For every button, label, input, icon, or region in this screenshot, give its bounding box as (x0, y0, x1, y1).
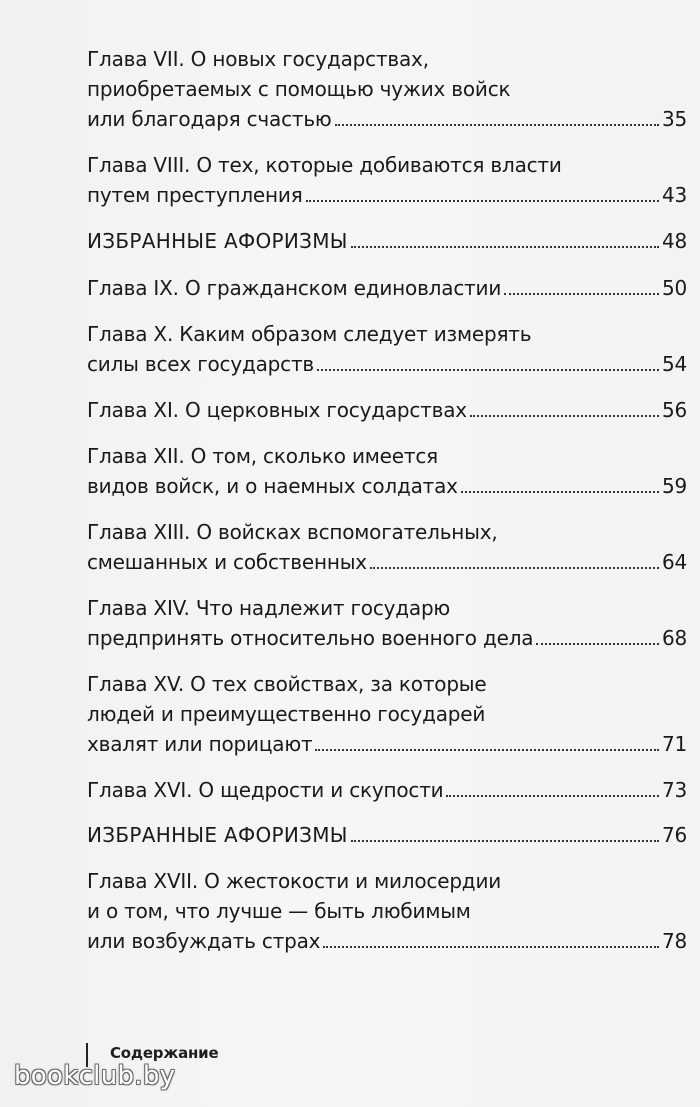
toc-entry[interactable] (87, 669, 687, 775)
toc-page-number: 35 (661, 107, 687, 131)
toc-page-number: 78 (661, 929, 687, 953)
toc-entry-aphorisms[interactable] (87, 226, 687, 273)
toc-entry-title-line: путем преступления (87, 183, 303, 207)
toc-entry-title-line: и о том, что лучше — быть любимым (87, 899, 471, 923)
toc-entry-title-line: приобретаемых с помощью чужих войск (87, 77, 511, 101)
dot-leader (470, 415, 659, 417)
toc-entry-aphorisms[interactable] (87, 820, 687, 866)
toc-entry-title-line: Глава XI. О церковных государствах (87, 398, 467, 422)
toc-page-number: 71 (661, 732, 687, 756)
toc-entry-title-line: Глава VII. О новых государствах, (87, 47, 429, 71)
toc-entry-title-line: ИЗБРАННЫЕ АФОРИЗМЫ (87, 823, 348, 847)
toc-entry[interactable] (87, 866, 687, 972)
toc-entry-title-line: или благодаря счастью (87, 107, 332, 131)
toc-page-number: 50 (661, 276, 687, 300)
toc-entry-title-line: людей и преимущественно государей (87, 702, 486, 726)
toc-page-number: 59 (661, 474, 687, 498)
toc-entry[interactable] (87, 395, 687, 441)
toc-entry-title-line: Глава XV. О тех свойствах, за которые (87, 672, 487, 696)
toc-entry[interactable] (87, 517, 687, 593)
toc-entry[interactable] (87, 593, 687, 669)
toc-page-number: 56 (661, 398, 687, 422)
toc-entry-title-line: видов войск, и о наемных солдатах (87, 474, 458, 498)
toc-entry-title-line: хвалят или порицают (87, 732, 313, 756)
dot-leader (315, 749, 659, 751)
toc-entry[interactable] (87, 150, 687, 226)
toc-page-number: 54 (661, 352, 687, 376)
toc-entry-title-line: Глава XVI. О щедрости и скупости (87, 778, 444, 802)
toc-page-number: 48 (661, 229, 687, 253)
toc-entry-title-line: смешанных и собственных (87, 550, 367, 574)
toc-entry[interactable] (87, 273, 687, 319)
dot-leader (317, 369, 659, 371)
toc-entry[interactable] (87, 44, 687, 150)
dot-leader (351, 246, 659, 248)
toc-entry[interactable] (87, 775, 687, 820)
toc-entry-title-line: ИЗБРАННЫЕ АФОРИЗМЫ (87, 229, 348, 253)
toc-page-number: 76 (661, 823, 687, 847)
dot-leader (446, 795, 658, 797)
dot-leader (351, 840, 659, 842)
toc-entry-title-line: Глава XIII. О войсках вспомогательных, (87, 520, 498, 544)
dot-leader (504, 293, 659, 295)
toc-entry-title-line: предпринять относительно военного дела (87, 626, 534, 650)
toc-entry-title-line: или возбуждать страх (87, 929, 321, 953)
table-of-contents (87, 44, 687, 972)
toc-entry-title-line: Глава XII. О том, сколько имеется (87, 444, 438, 468)
dot-leader (370, 567, 659, 569)
toc-entry[interactable] (87, 441, 687, 517)
toc-entry-title-line: силы всех государств (87, 352, 314, 376)
toc-entry[interactable] (87, 319, 687, 395)
toc-entry-title-line: Глава X. Каким образом следует измерять (87, 322, 532, 346)
toc-page-number: 64 (661, 550, 687, 574)
toc-entry-title-line: Глава XVII. О жестокости и милосердии (87, 869, 502, 893)
toc-page-number: 68 (661, 626, 687, 650)
toc-entry-title-line: Глава IX. О гражданском единовластии (87, 276, 502, 300)
dot-leader (306, 200, 659, 202)
toc-entry-title-line: Глава XIV. Что надлежит государю (87, 596, 451, 620)
toc-entry-title-line: Глава VIII. О тех, которые добиваются власти (87, 153, 562, 177)
dot-leader (335, 124, 659, 126)
dot-leader (323, 946, 659, 948)
dot-leader (536, 643, 659, 645)
dot-leader (461, 491, 659, 493)
toc-page-number: 73 (661, 778, 687, 802)
watermark-logo: bookclub.by (14, 1061, 176, 1091)
running-footer-section-label: Содержание (110, 1044, 219, 1062)
toc-page-number: 43 (661, 183, 687, 207)
